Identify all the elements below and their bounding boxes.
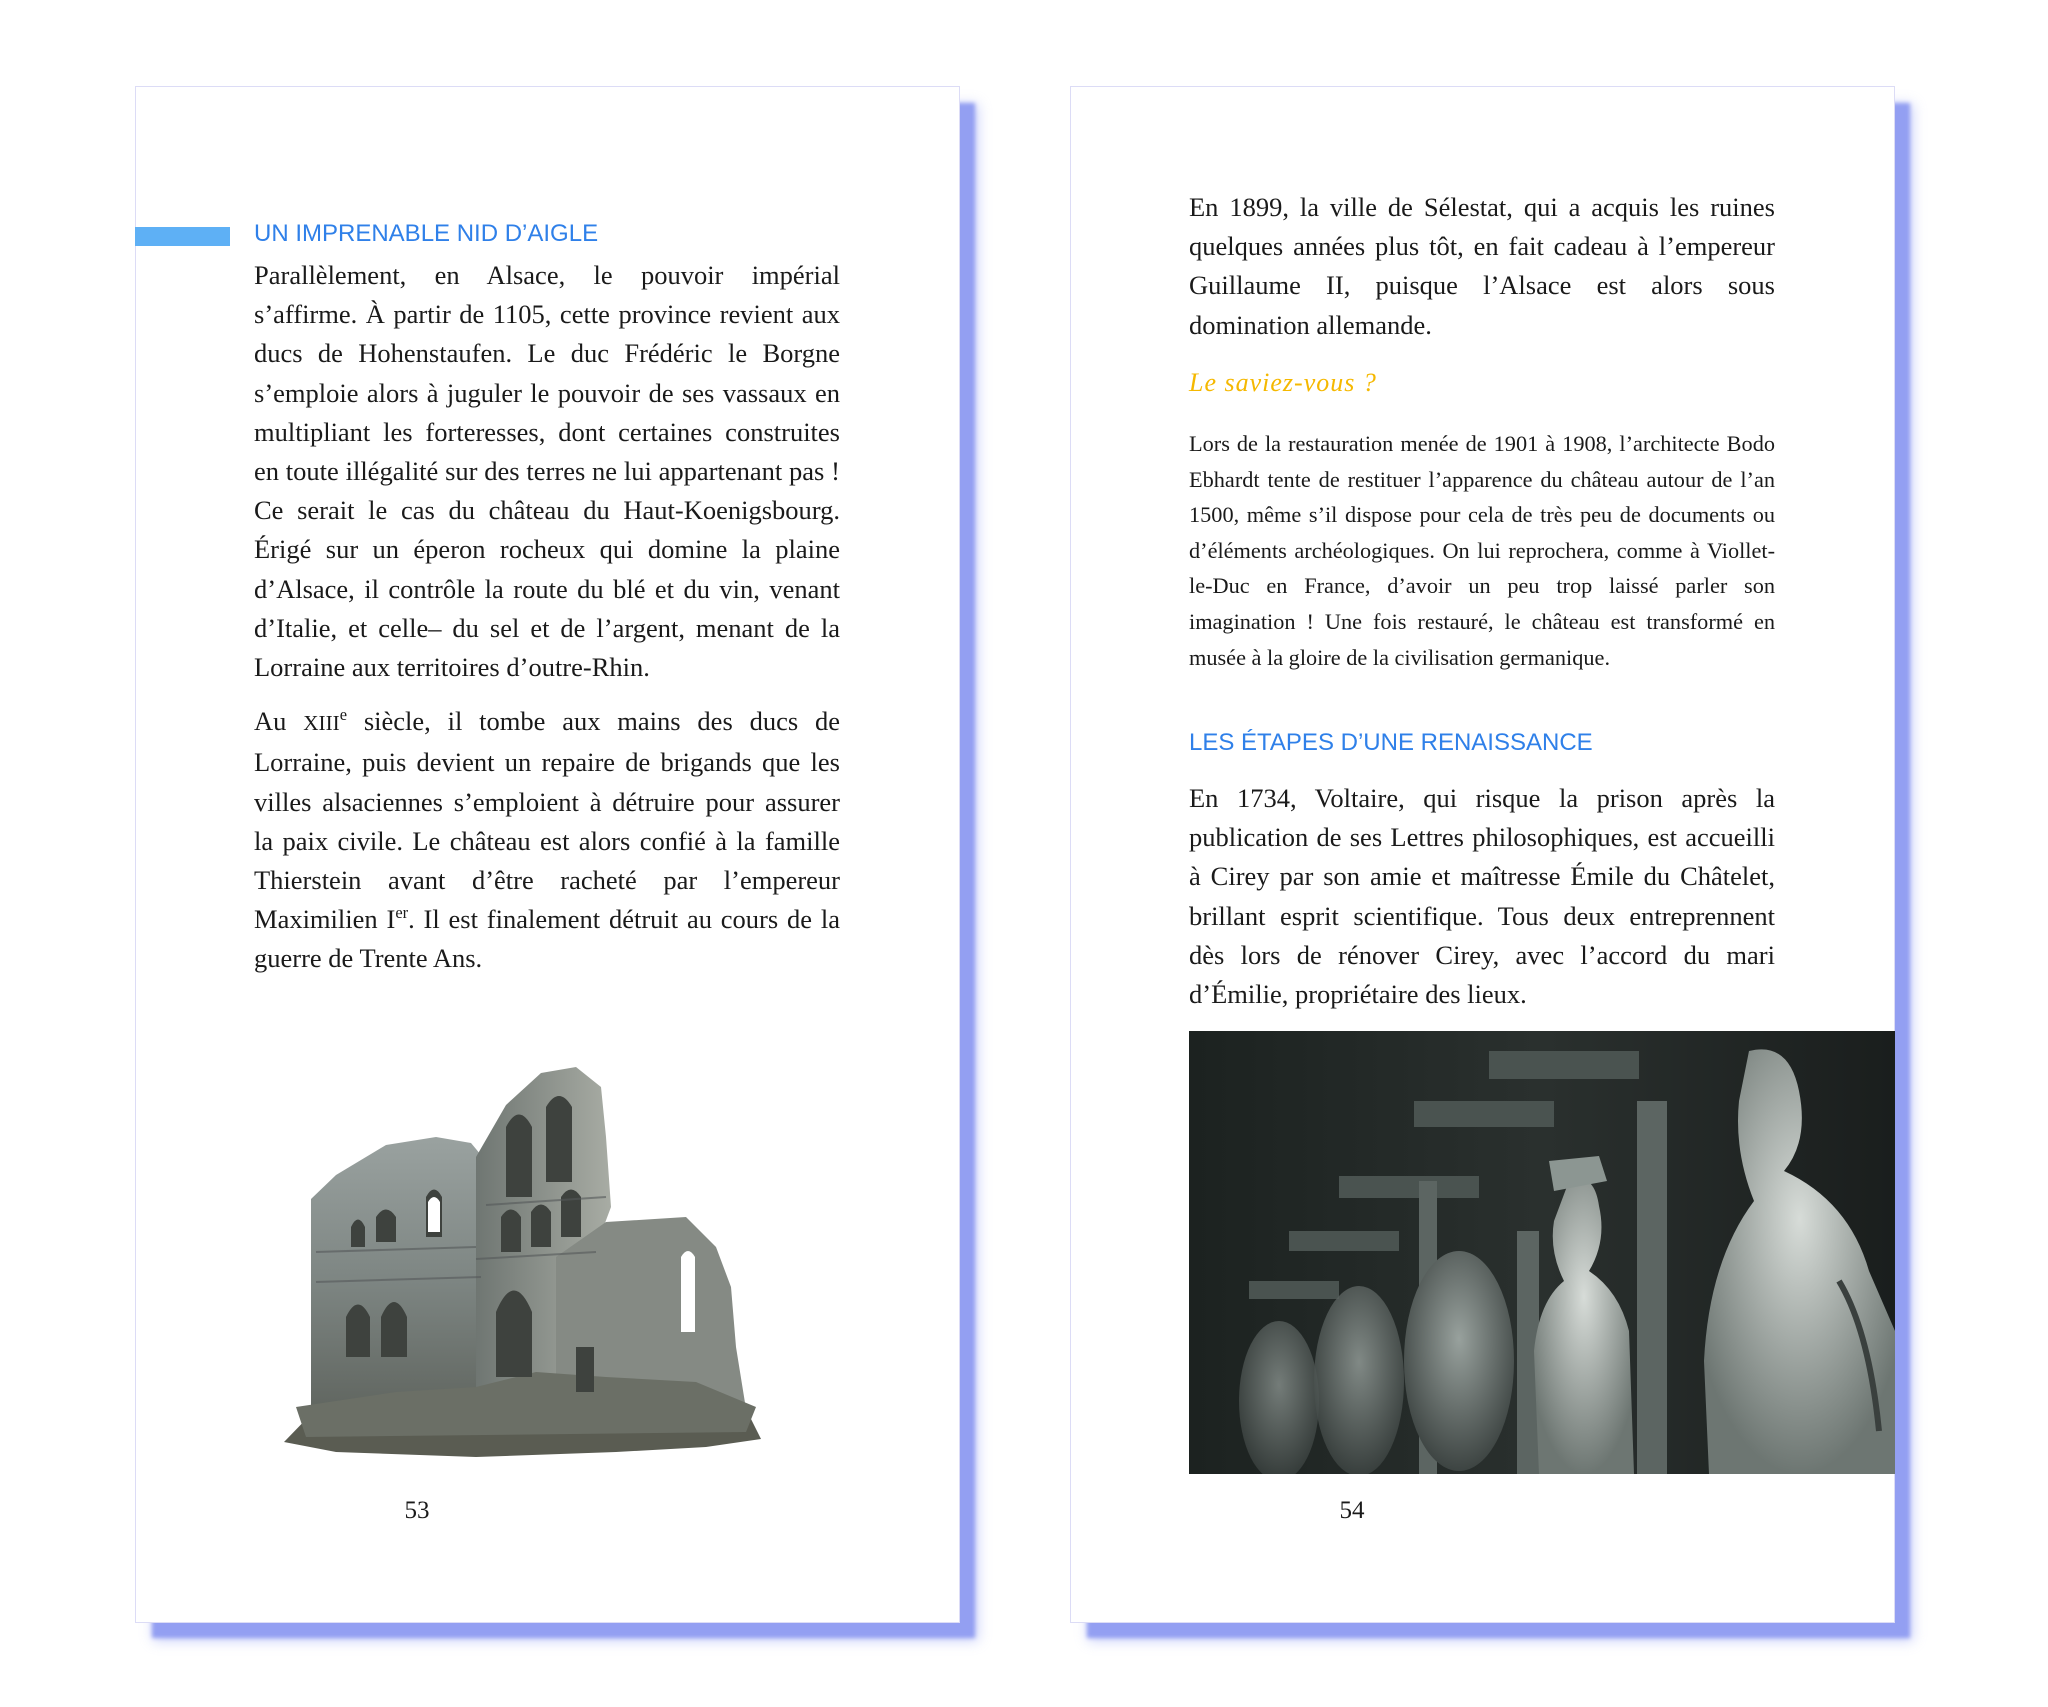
heading-accent-bar xyxy=(135,227,230,246)
text-fragment: Au xyxy=(254,706,304,737)
paragraph-selestat: En 1899, la ville de Sélestat, qui a acquis les ruines quelques années plus tôt, en fait cadeau à l’empereur Guillaume II, puisque l’Alsace est alors sous domination allemande. xyxy=(1189,192,1775,340)
paragraph-xiii-siecle xyxy=(254,702,840,978)
page-53 xyxy=(135,86,960,1623)
paragraph-voltaire: En 1734, Voltaire, qui risque la prison après la publication de ses Lettres philosophiques, est accueilli à Cirey par son amie et maîtresse Émile du Châtelet, brillant esprit scientifique. Tous deux entreprennent dès lors de rénover Cirey, avec l’accord du mari d’Émilie, propriétaire des lieux. xyxy=(1189,783,1775,1010)
section-heading-nid-d-aigle: UN IMPRENABLE NID D’AIGLE xyxy=(254,220,599,247)
century-numeral: XIII xyxy=(303,711,340,736)
page-number: 53 xyxy=(404,1497,430,1524)
sidebar-title-le-saviez-vous: Le saviez-vous ? xyxy=(1189,368,1377,397)
page-number: 54 xyxy=(1339,1497,1365,1524)
superscript: er xyxy=(395,903,409,923)
paragraph-hohenstaufen: Parallèlement, en Alsace, le pouvoir impérial s’affirme. À partir de 1105, cette province revient aux ducs de Hohenstaufen. Le duc Frédéric le Borgne s’emploie alors à juguler le pouvoir de ses vassaux en multipliant les forteresses, dont certaines construites en toute illégalité sur des terres ne lui appartenant pas ! Ce serait le cas du château du Haut-Koenigsbourg. Érigé sur un éperon rocheux qui domine la plaine d’Alsace, il contrôle la route du blé et du vin, venant d’Italie, et celle– du sel et de l’argent, menant de la Lorraine aux territoires d’outre-Rhin. xyxy=(254,260,840,683)
sculpted-statues-image xyxy=(1189,1031,1895,1474)
abbey-ruins-image xyxy=(276,1047,766,1467)
text-fragment: . Il est finalement détruit au cours de la guerre de Trente Ans. xyxy=(254,904,840,974)
superscript: e xyxy=(339,705,347,725)
page-54 xyxy=(1070,86,1895,1623)
sidebar-text-restauration: Lors de la restauration menée de 1901 à 1908, l’architecte Bodo Ebhardt tente de restituer l’apparence du château autour de l’an 1500, même s’il dispose pour cela de très peu de documents ou d’éléments archéologiques. On lui reprochera, comme à Viollet-le-Duc en France, d’avoir un peu trop laissé parler son imagination ! Une fois restauré, le château est transformé en musée à la gloire de la civilisation germanique. xyxy=(1189,431,1775,670)
section-heading-etapes-renaissance: LES ÉTAPES D’UNE RENAISSANCE xyxy=(1189,729,1593,756)
body-text-left xyxy=(254,256,840,979)
text-fragment: siècle, il tombe aux mains des ducs de Lorraine, puis devient un repaire de brigands que les villes alsaciennes s’emploient à détruire pour assurer la paix civile. Le château est alors confié à la famille Thierstein avant d’être racheté par l’empereur Maximilien I xyxy=(254,706,840,935)
